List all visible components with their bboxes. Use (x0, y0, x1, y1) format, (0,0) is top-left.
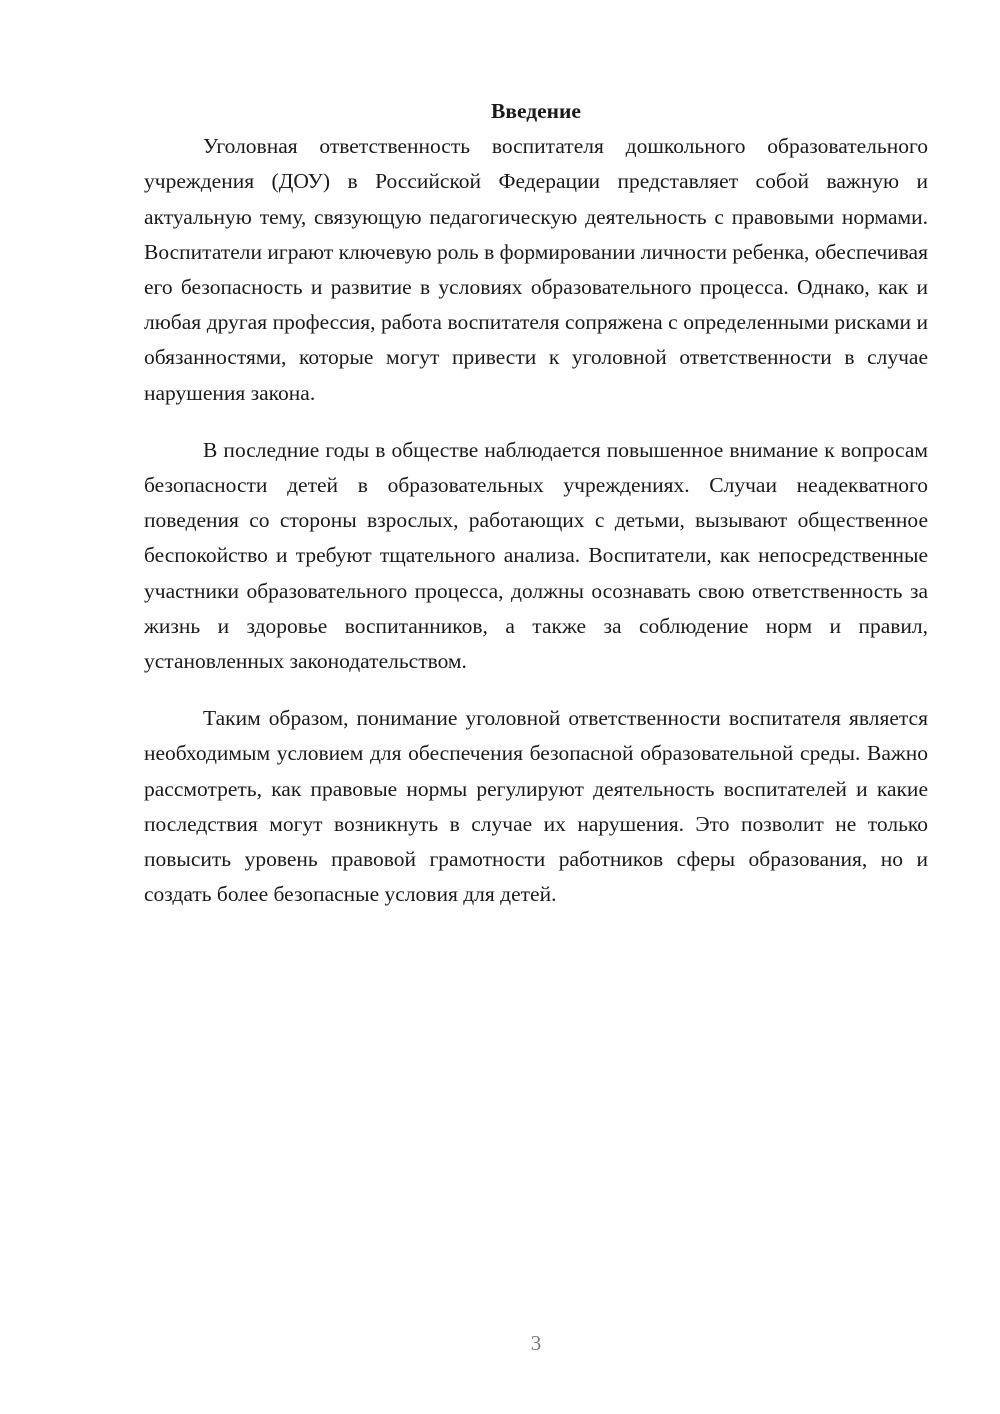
document-body (144, 94, 928, 912)
paragraph-2: В последние годы в обществе наблюдается повышенное внимание к вопросам безопасности детей в образовательных учреждениях. Случаи неадекватного поведения со стороны взрослых, работающих с детьми, вызывают общественное беспокойство и требуют тщательного анализа. Воспитатели, как непосредственные участники образовательного процесса, должны осознавать свою ответственность за жизнь и здоровье воспитанников, а также за соблюдение норм и правил, установленных законодательством. (144, 437, 928, 674)
section-title: Введение (491, 99, 581, 123)
page-number: 3 (530, 1331, 542, 1355)
paragraph-1: Уголовная ответственность воспитателя дошкольного образовательного учреждения (ДОУ) в Российской Федерации представляет собой важную и актуальную тему, связующую педагогическую деятельность с правовыми нормами. Воспитатели играют ключевую роль в формировании личности ребенка, обеспечивая его безопасность и развитие в условиях образовательного процесса. Однако, как и любая другая профессия, работа воспитателя сопряжена с определенными рисками и обязанностями, которые могут привести к уголовной ответственности в случае нарушения закона. (144, 134, 928, 405)
paragraph-3: Таким образом, понимание уголовной ответственности воспитателя является необходимым условием для обеспечения безопасной образовательной среды. Важно рассмотреть, как правовые нормы регулируют деятельность воспитателей и какие последствия могут возникнуть в случае их нарушения. Это позволит не только повысить уровень правовой грамотности работников сферы образования, но и создать более безопасные условия для детей. (144, 706, 928, 907)
